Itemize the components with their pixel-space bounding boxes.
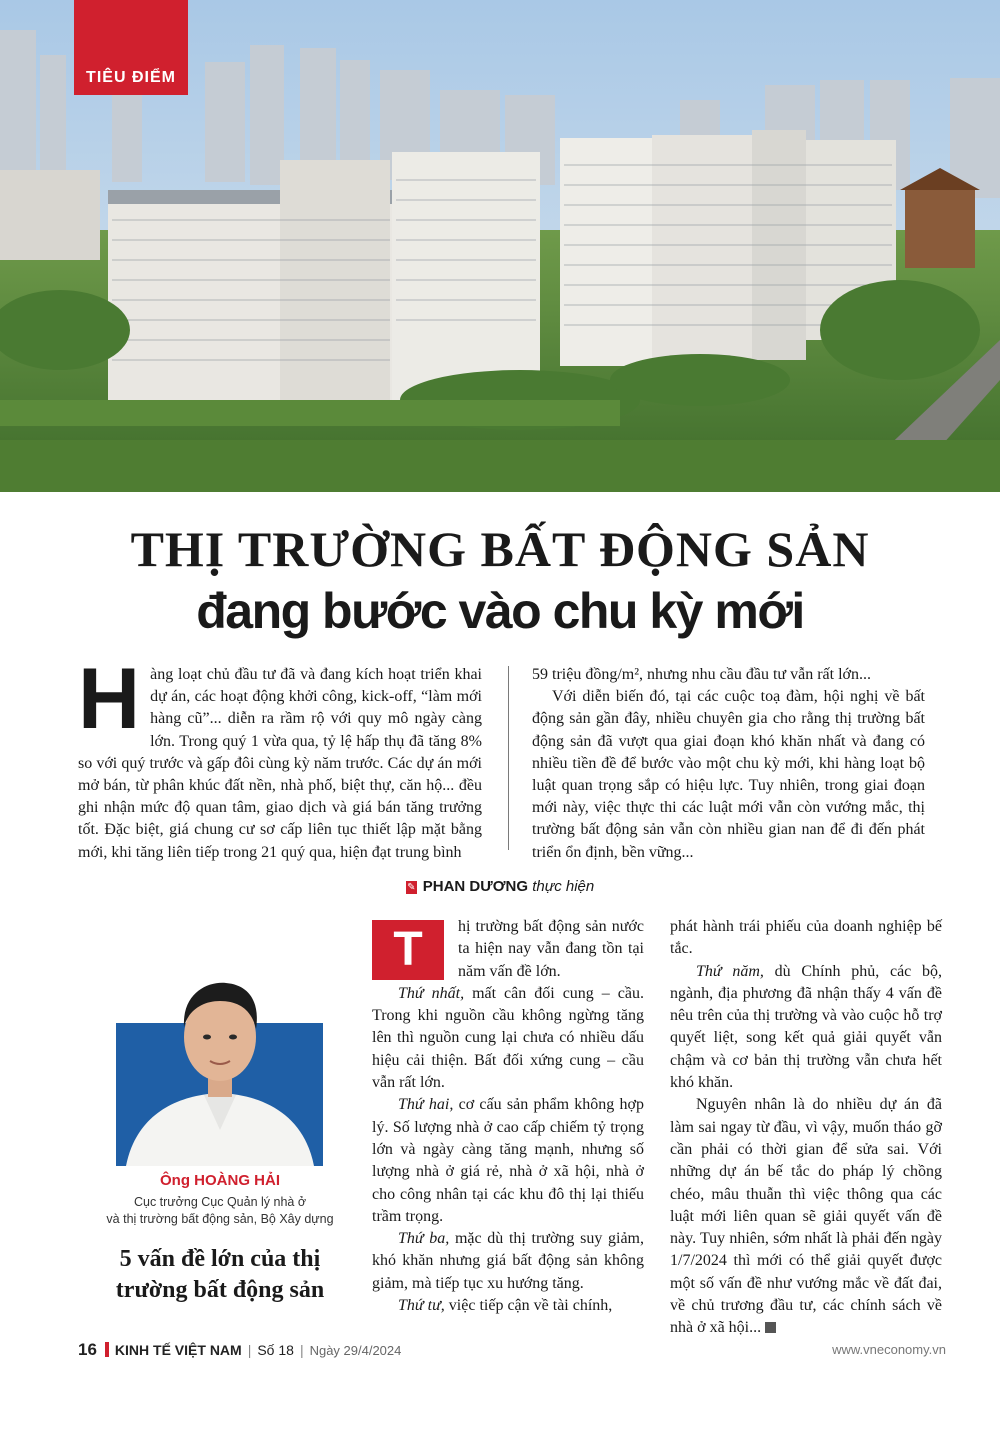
body-p5	[372, 1295, 644, 1317]
issue-number: Số 18	[257, 1342, 294, 1358]
sidebar-heading: 5 vấn đề lớn của thị trường bất động sản	[115, 1246, 325, 1303]
lead-right-column	[532, 664, 925, 864]
section-tag: TIÊU ĐIỂM	[74, 0, 188, 95]
body-p2-lead: Thứ nhất,	[398, 984, 465, 1002]
byline-role: thực hiện	[532, 878, 595, 895]
body-p4-lead: Thứ ba,	[398, 1230, 450, 1248]
body-p1	[372, 916, 644, 983]
hero-photo	[0, 0, 1000, 492]
interviewee-portrait	[116, 945, 323, 1166]
lead-left-text: àng loạt chủ đầu tư đã và đang kích hoạt triển khai dự án, các hoạt động khởi công, kick-off, “làm mới hàng cũ”... diễn ra rầm rộ với quy mô ngày càng lớn. Trong quý 1 vừa qua, tỷ lệ hấp thụ đã tăng 8% so với quý trước và gấp đôi cùng kỳ năm trước. Các dự án mới mở bán, từ phân khúc đất nền, nhà phố, biệt thự, căn hộ... đều ghi nhận mức độ quan tâm, giao dịch và giá bán tăng trưởng tốt. Đặc biệt, giá chung cư sơ cấp liên tục thiết lập mặt bằng mới, khi tăng liên tiếp trong 21 quý qua, hiện đạt trung bình	[78, 666, 482, 861]
interviewee-title-line1: Cục trưởng Cục Quản lý nhà ở	[133, 1195, 307, 1209]
body-p3	[372, 1094, 644, 1228]
issue-date: Ngày 29/4/2024	[309, 1343, 402, 1358]
body-c2-p3	[670, 1094, 942, 1339]
body-p3-lead: Thứ hai,	[398, 1096, 454, 1114]
body-column-2	[670, 916, 942, 1340]
lead-dropcap: H	[78, 651, 141, 747]
footer-separator: |	[247, 1342, 252, 1358]
body-c2-p2-text: dù Chính phủ, các bộ, ngành, địa phương đã nhận thấy 4 vấn đề nêu trên của thị trường và vào cuộc hỗ trợ quyết liệt, song kết quả giải quyết vẫn chậm và cơ bản thị trường vẫn chưa hết khó khăn.	[670, 962, 943, 1092]
body-p3-text: cơ cấu sản phẩm không hợp lý. Số lượng nhà ở cao cấp chiếm tỷ trọng lớn và ngày càng tăng mạnh, nhưng số lượng nhà ở giá rẻ, nhà ở xã hội, nhà ở cho công nhân tại các khu đô thị lại thiếu trầm trọng.	[372, 1096, 644, 1225]
body-c2-p1: phát hành trái phiếu của doanh nghiệp bế tắc.	[670, 918, 942, 958]
interviewee-title	[86, 1194, 354, 1228]
byline-pen-icon: ✎	[407, 882, 416, 893]
lead-left-column	[78, 651, 482, 864]
magazine-name: KINH TẾ VIỆT NAM	[114, 1342, 242, 1358]
column-divider	[508, 666, 509, 850]
byline	[0, 878, 1000, 895]
body-c2-p3-text: Nguyên nhân là do nhiều dự án đã làm sai ngay từ đầu, vì vậy, muốn tháo gỡ cần phải có thời gian để sửa sai. Với những dự án bế tắc do pháp lý chồng chéo, mâu thuẫn thì việc thông qua các luật mới liên quan sẽ giải quyết vấn đề này. Tuy nhiên, sớm nhất là phải đến ngày 1/7/2024 thì mới có thể giải quyết được một số vấn đề như vướng mắc về đất đai, về chủ trương đầu tư, các chính sách về nhà ở xã hội...	[670, 1096, 942, 1337]
footer-accent-bar	[105, 1342, 109, 1357]
interviewee-name: Ông HOÀNG HẢI	[160, 1172, 280, 1189]
body-p4	[372, 1228, 644, 1295]
page-footer	[78, 1340, 401, 1360]
headline-line-2: đang bước vào chu kỳ mới	[196, 583, 804, 639]
body-p5-text: việc tiếp cận về tài chính,	[444, 1297, 613, 1315]
website-link[interactable]: www.vneconomy.vn	[832, 1342, 946, 1357]
body-column-1	[372, 916, 644, 1317]
body-dropcap: T	[372, 920, 444, 980]
body-c2-p2-lead: Thứ năm,	[696, 962, 764, 980]
page-number: 16	[78, 1340, 97, 1359]
body-p2-text: mất cân đối cung – cầu. Trong khi nguồn cầu không ngừng tăng lên thì nguồn cung lại chưa có nhiều dấu hiệu cải thiện. Bất đối xứng cung – cầu vẫn rất lớn.	[372, 984, 644, 1092]
interviewee-title-line2: và thị trường bất động sản, Bộ Xây dựng	[106, 1212, 334, 1226]
byline-author: PHAN DƯƠNG	[422, 878, 529, 895]
body-p4-text: mặc dù thị trường suy giảm, khó khăn nhưng giá bất động sản không giảm, mà tiếp tục xu hướng tăng.	[372, 1230, 644, 1292]
lead-right-p1: 59 triệu đồng/m², nhưng nhu cầu đầu tư vẫn rất lớn...	[532, 666, 871, 683]
body-c2-p2	[670, 961, 942, 1095]
lead-right-p2: Với diễn biến đó, tại các cuộc toạ đàm, hội nghị về bất động sản gần đây, nhiều chuyên gia cho rằng thị trường bất động sản đã vượt qua giai đoạn khó khăn nhất và đang có nhiều tiền đề để bước vào một chu kỳ mới, khi hàng loạt bộ luật quan trọng sắp có hiệu lực. Tuy nhiên, trong giai đoạn mới này, việc thực thi các luật mới vẫn còn vướng mắc, thị trường bất động sản vẫn còn nhiều gian nan để đi đến phát triển ổn định, bền vững...	[532, 688, 925, 861]
end-of-article-mark	[765, 1322, 776, 1333]
body-p5-lead: Thứ tư,	[398, 1297, 445, 1315]
footer-separator: |	[299, 1342, 304, 1358]
body-p1-text: hị trường bất động sản nước ta hiện nay vẫn đang tồn tại năm vấn đề lớn.	[458, 918, 644, 980]
body-p2	[372, 983, 644, 1094]
headline-line-1: THỊ TRƯỜNG BẤT ĐỘNG SẢN	[130, 521, 870, 577]
